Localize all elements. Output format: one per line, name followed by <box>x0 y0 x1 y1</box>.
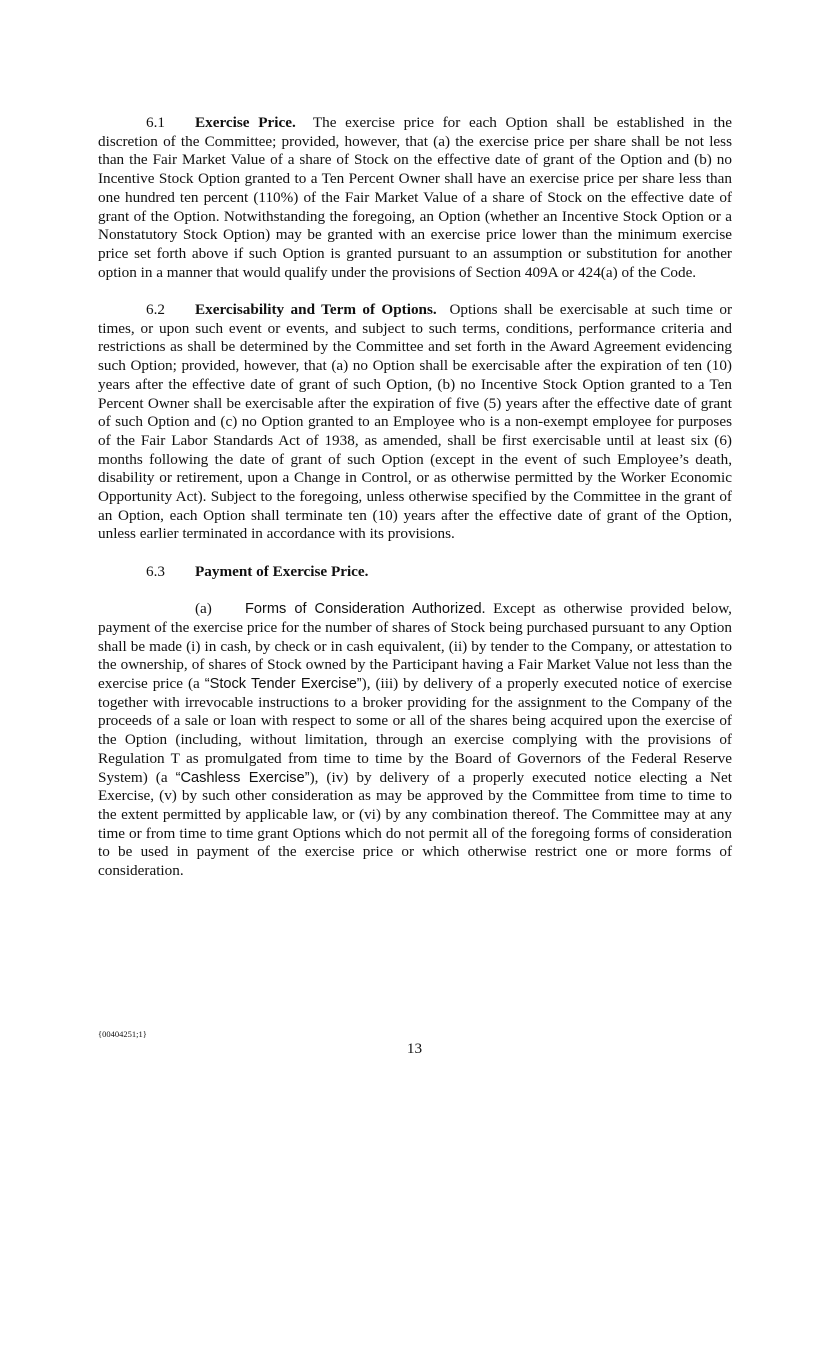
section-heading: Exercisability and Term of Options. <box>195 301 437 319</box>
section-6-1 <box>98 114 732 282</box>
subsection-heading: Forms of Consideration Authorized <box>245 601 482 618</box>
footer-doc-id: {00404251;1} <box>98 1029 147 1039</box>
subsection-text-1: Except as otherwise provided below, payment of the exercise price for the number of shares of Stock being purchased pursuant to any Option shall be made (i) in cash, by check or in cash equivalent, (ii) by tender to the Company, or attestation to the ownership, of shares of Stock owned by the Participant having a Fair Market Value not less than the exercise price (a <box>98 600 732 693</box>
subsection-text-2: ), (iii) by delivery of a properly executed notice of exercise together with irrevocable instructions to a broker providing for the assignment to the Company of the proceeds of a sale or loan with respect to some or all of the shares being acquired upon the exercise of the Option (including, without limitation, through an exercise complying with the provisions of Regulation T as promulgated from time to time by the Board of Governors of the Federal Reserve System) (a <box>98 675 732 786</box>
section-body: The exercise price for each Option shall be established in the discretion of the Committee; provided, however, that (a) the exercise price per share shall be not less than the Fair Market Value of a share of Stock on the effective date of grant of the Option and (b) no Incentive Stock Option granted to a Ten Percent Owner shall have an exercise price per share less than one hundred ten percent (110%) of the Fair Market Value of a share of Stock on the effective date of grant of the Option. Notwithstanding the foregoing, an Option (whether an Incentive Stock Option or a Nonstatutory Stock Option) may be granted with an exercise price lower than the minimum exercise price set forth above if such Option is granted pursuant to an assumption or substitution for another option in a manner that would qualify under the provisions of Section 409A or 424(a) of the Code. <box>98 114 733 281</box>
subsection-label: (a) <box>195 600 212 618</box>
section-6-3 <box>98 563 732 582</box>
section-heading: Exercise Price. <box>195 114 296 131</box>
page-number: 13 <box>406 1040 423 1057</box>
section-body: Options shall be exercisable at such time or times, or upon such event or events, and subject to such terms, conditions, performance criteria and restrictions as shall be determined by the Committee and set forth in the Award Agreement evidencing such Option; provided, however, that (a) no Option shall be exercisable after the expiration of ten (10) years after the effective date of grant of such Option, (b) no Incentive Stock Option granted to a Ten Percent Owner shall be exercisable after the expiration of five (5) years after the effective date of grant of such Option and (c) no Option granted to an Employee who is a non-exempt employee for purposes of the Fair Labor Standards Act of 1938, as amended, shall be first exercisable until at least six (6) months following the date of grant of such Option (except in the event of such Employee’s death, disability or retirement, upon a Change in Control, or as otherwise permitted by the Worker Economic Opportunity Act). Subject to the foregoing, unless otherwise specified by the Committee in the grant of an Option, each Option shall terminate ten (10) years after the effective date of grant of the Option, unless earlier terminated in accordance with its provisions. <box>98 301 732 543</box>
subsection-heading-end: . <box>481 600 486 618</box>
section-heading: Payment of Exercise Price. <box>195 562 369 580</box>
document-page <box>98 114 732 899</box>
defined-term-stock-tender: “Stock Tender Exercise” <box>204 676 362 693</box>
section-number: 6.3 <box>146 562 165 580</box>
section-number: 6.2 <box>146 301 165 319</box>
section-number: 6.1 <box>146 114 165 131</box>
section-6-2 <box>98 301 732 544</box>
subsection-text-3: ), (iv) by delivery of a properly executed notice electing a Net Exercise, (v) by such other consideration as may be approved by the Committee from time to time to the extent permitted by applicable law, or (vi) by any combination thereof. The Committee may at any time or from time to time grant Options which do not permit all of the foregoing forms of consideration to be used in payment of the exercise price or which otherwise restrict one or more forms of consideration. <box>98 768 732 880</box>
section-6-3-a <box>98 600 732 881</box>
defined-term-cashless: “Cashless Exercise” <box>175 769 310 786</box>
